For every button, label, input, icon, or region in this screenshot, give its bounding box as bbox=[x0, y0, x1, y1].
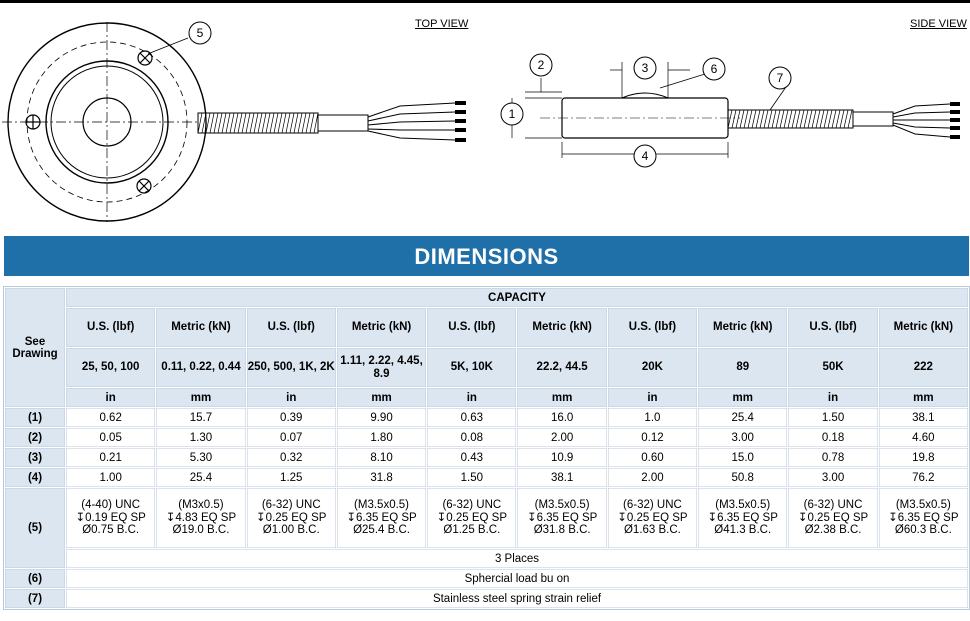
dimension-cell: 0.60 bbox=[607, 448, 697, 468]
row-label: (5) bbox=[5, 488, 66, 569]
callout-5 bbox=[189, 22, 211, 44]
svg-text:7: 7 bbox=[776, 71, 784, 85]
numeric-rows bbox=[5, 408, 969, 488]
dimension-cell: 1.80 bbox=[336, 428, 426, 448]
unit-cell: in bbox=[607, 388, 697, 408]
dimension-cell: 50.8 bbox=[698, 468, 788, 488]
dimension-cell: 19.8 bbox=[878, 448, 968, 468]
unit-header: Metric (kN) bbox=[878, 308, 968, 348]
svg-text:2: 2 bbox=[537, 58, 545, 72]
dimension-cell: 15.0 bbox=[698, 448, 788, 468]
callout-1 bbox=[501, 103, 523, 125]
dimension-cell: 25.4 bbox=[698, 408, 788, 428]
svg-text:4: 4 bbox=[641, 149, 649, 163]
top-view-label: TOP VIEW bbox=[415, 18, 469, 30]
three-places-note: 3 Places bbox=[66, 549, 969, 569]
dimension-cell: 38.1 bbox=[878, 408, 968, 428]
thread-cell: (6-32) UNC ↧0.25 EQ SP Ø1.25 B.C. bbox=[427, 488, 517, 549]
thread-cell: (M3.5x0.5) ↧6.35 EQ SP Ø31.8 B.C. bbox=[517, 488, 607, 549]
unit-header: U.S. (lbf) bbox=[788, 308, 878, 348]
capacity-value: 50K bbox=[788, 348, 878, 388]
side-view-label: SIDE VIEW bbox=[910, 18, 967, 30]
table-row bbox=[5, 468, 969, 488]
dimension-cell: 4.60 bbox=[878, 428, 968, 448]
dimension-cell: 31.8 bbox=[336, 468, 426, 488]
dimension-cell: 0.62 bbox=[66, 408, 156, 428]
dimensions-table bbox=[4, 287, 969, 609]
capacity-value: 222 bbox=[878, 348, 968, 388]
thread-cell: (M3.5x0.5) ↧6.35 EQ SP Ø60.3 B.C. bbox=[878, 488, 968, 549]
dimension-cell: 1.50 bbox=[788, 408, 878, 428]
capacity-value: 20K bbox=[607, 348, 697, 388]
svg-text:1: 1 bbox=[508, 107, 516, 121]
dimension-cell: 0.12 bbox=[607, 428, 697, 448]
dimension-cell: 25.4 bbox=[156, 468, 246, 488]
callout-7 bbox=[769, 67, 791, 89]
unit-cell: in bbox=[427, 388, 517, 408]
svg-text:3: 3 bbox=[641, 61, 649, 75]
dimension-cell: 1.30 bbox=[156, 428, 246, 448]
see-drawing-header: See Drawing bbox=[5, 288, 66, 408]
dimension-cell: 76.2 bbox=[878, 468, 968, 488]
capacity-value: 250, 500, 1K, 2K bbox=[246, 348, 336, 388]
unit-cell: mm bbox=[878, 388, 968, 408]
capacity-value: 25, 50, 100 bbox=[66, 348, 156, 388]
thread-cell: (6-32) UNC ↧0.25 EQ SP Ø2.38 B.C. bbox=[788, 488, 878, 549]
table-row bbox=[5, 408, 969, 428]
unit-header: U.S. (lbf) bbox=[427, 308, 517, 348]
dimension-cell: 0.32 bbox=[246, 448, 336, 468]
dimension-cell: 8.10 bbox=[336, 448, 426, 468]
dimension-cell: 0.39 bbox=[246, 408, 336, 428]
technical-drawing bbox=[0, 0, 970, 236]
capacity-value: 22.2, 44.5 bbox=[517, 348, 607, 388]
dimension-cell: 0.08 bbox=[427, 428, 517, 448]
dimension-cell: 2.00 bbox=[607, 468, 697, 488]
row-label: (7) bbox=[5, 589, 66, 609]
unit-cell: mm bbox=[517, 388, 607, 408]
thread-cell: (M3.5x0.5) ↧6.35 EQ SP Ø25.4 B.C. bbox=[336, 488, 426, 549]
dimensions-banner: DIMENSIONS bbox=[4, 236, 969, 276]
unit-cell: mm bbox=[156, 388, 246, 408]
dimension-cell: 16.0 bbox=[517, 408, 607, 428]
unit-cell: mm bbox=[336, 388, 426, 408]
load-button-description: Sphercial load bu on bbox=[66, 569, 969, 589]
side-view-drawing bbox=[512, 62, 960, 158]
dimension-cell: 0.18 bbox=[788, 428, 878, 448]
unit-header: U.S. (lbf) bbox=[246, 308, 336, 348]
dimension-cell: 38.1 bbox=[517, 468, 607, 488]
strain-relief-description: Stainless steel spring strain relief bbox=[66, 589, 969, 609]
callout-2 bbox=[530, 54, 552, 76]
dimension-cell: 0.21 bbox=[66, 448, 156, 468]
capacity-header: CAPACITY bbox=[66, 288, 969, 308]
dimension-cell: 1.50 bbox=[427, 468, 517, 488]
dimension-cell: 9.90 bbox=[336, 408, 426, 428]
top-view-drawing bbox=[2, 22, 466, 222]
callout-3 bbox=[634, 57, 656, 79]
thread-cell: (M3.5x0.5) ↧6.35 EQ SP Ø41.3 B.C. bbox=[698, 488, 788, 549]
dimension-cell: 2.00 bbox=[517, 428, 607, 448]
capacity-value: 5K, 10K bbox=[427, 348, 517, 388]
unit-header: Metric (kN) bbox=[156, 308, 246, 348]
unit-cell: in bbox=[246, 388, 336, 408]
dimension-cell: 5.30 bbox=[156, 448, 246, 468]
dimension-cell: 15.7 bbox=[156, 408, 246, 428]
unit-cell: in bbox=[66, 388, 156, 408]
row-label: (2) bbox=[5, 428, 66, 448]
capacity-value: 89 bbox=[698, 348, 788, 388]
callout-4 bbox=[634, 145, 656, 167]
dimension-cell: 0.07 bbox=[246, 428, 336, 448]
svg-text:5: 5 bbox=[196, 26, 204, 40]
dimension-cell: 0.78 bbox=[788, 448, 878, 468]
unit-header: Metric (kN) bbox=[698, 308, 788, 348]
dimension-cell: 10.9 bbox=[517, 448, 607, 468]
unit-header: U.S. (lbf) bbox=[66, 308, 156, 348]
dimension-cell: 1.0 bbox=[607, 408, 697, 428]
dimension-cell: 3.00 bbox=[698, 428, 788, 448]
table-row bbox=[5, 428, 969, 448]
row-label: (1) bbox=[5, 408, 66, 428]
dimension-cell: 1.00 bbox=[66, 468, 156, 488]
dimension-cell: 3.00 bbox=[788, 468, 878, 488]
thread-cell: (6-32) UNC ↧0.25 EQ SP Ø1.00 B.C. bbox=[246, 488, 336, 549]
table-row bbox=[5, 448, 969, 468]
capacity-value: 0.11, 0.22, 0.44 bbox=[156, 348, 246, 388]
row-label: (6) bbox=[5, 569, 66, 589]
dimension-cell: 0.43 bbox=[427, 448, 517, 468]
dimension-cell: 0.63 bbox=[427, 408, 517, 428]
thread-cell: (6-32) UNC ↧0.25 EQ SP Ø1.63 B.C. bbox=[607, 488, 697, 549]
unit-header: Metric (kN) bbox=[336, 308, 426, 348]
thread-cell: (M3x0.5) ↧4.83 EQ SP Ø19.0 B.C. bbox=[156, 488, 246, 549]
dimension-cell: 1.25 bbox=[246, 468, 336, 488]
capacity-value: 1.11, 2.22, 4.45, 8.9 bbox=[336, 348, 426, 388]
row-label: (3) bbox=[5, 448, 66, 468]
svg-text:6: 6 bbox=[710, 62, 718, 76]
unit-header: U.S. (lbf) bbox=[607, 308, 697, 348]
unit-header: Metric (kN) bbox=[517, 308, 607, 348]
callout-6 bbox=[703, 58, 725, 80]
unit-cell: in bbox=[788, 388, 878, 408]
unit-cell: mm bbox=[698, 388, 788, 408]
dimension-cell: 0.05 bbox=[66, 428, 156, 448]
row-label: (4) bbox=[5, 468, 66, 488]
thread-cell: (4-40) UNC ↧0.19 EQ SP Ø0.75 B.C. bbox=[66, 488, 156, 549]
